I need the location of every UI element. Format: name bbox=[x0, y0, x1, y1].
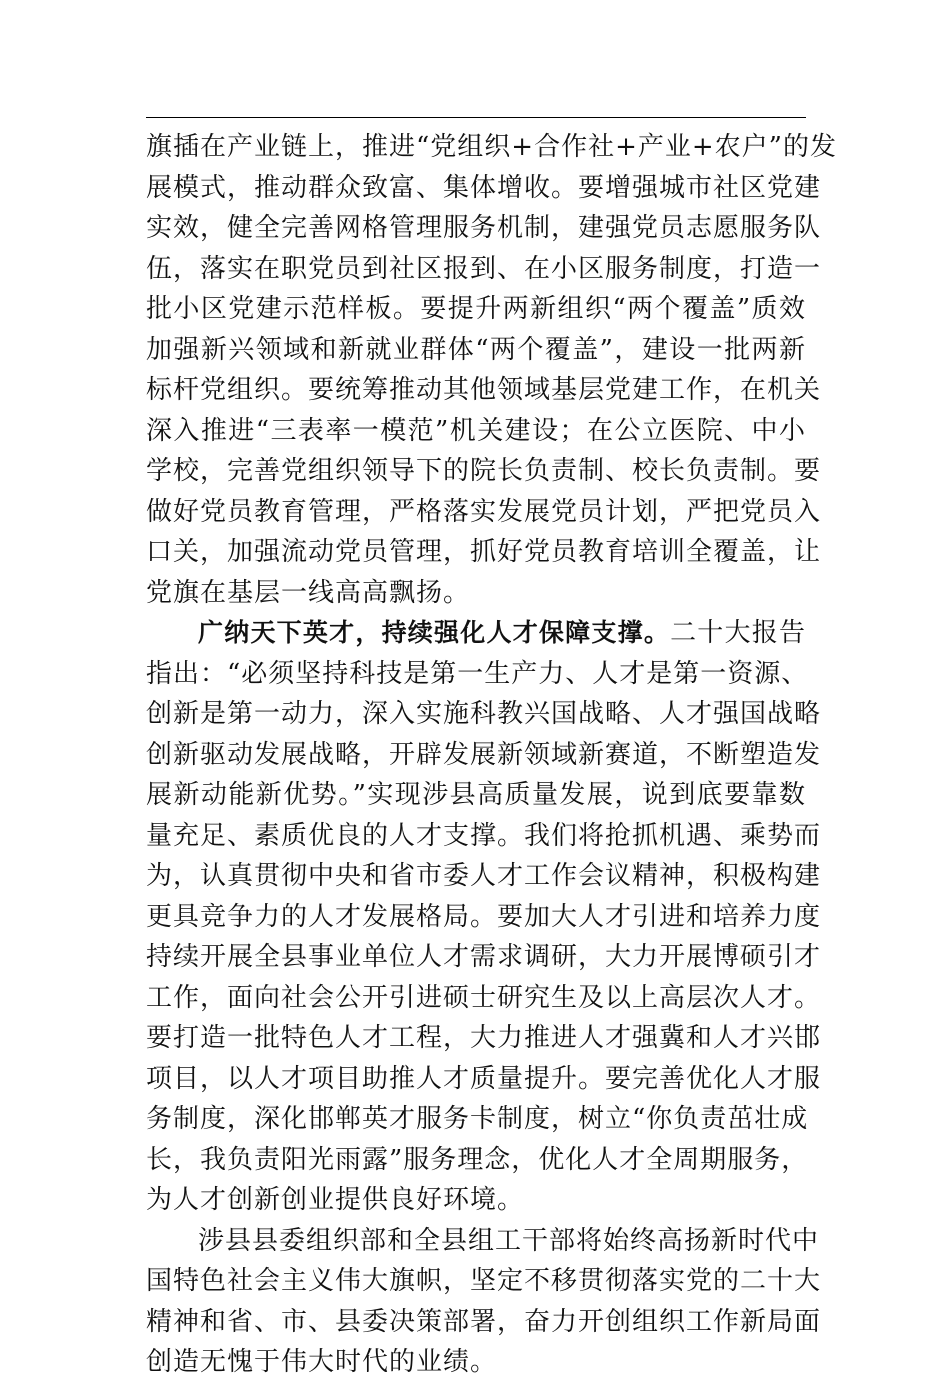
line-text: 为，认真贯彻中央和省市委人才工作会议精神，积极构建 bbox=[146, 861, 822, 891]
text-line bbox=[146, 127, 837, 168]
line-text: 指出：“必须坚持科技是第一生产力、人才是第一资源、 bbox=[146, 658, 809, 689]
line-text: 展新动能新优势。”实现涉县高质量发展，说到底要靠数 bbox=[146, 780, 806, 810]
text-line bbox=[146, 208, 822, 249]
line-text: 量充足、素质优良的人才支撑。我们将抢抓机遇、乘势而 bbox=[146, 820, 822, 851]
line-text: 加强新兴领域和新就业群体“两个覆盖”，建设一批两新 bbox=[146, 334, 806, 365]
text-line bbox=[146, 937, 822, 978]
text-line bbox=[146, 735, 822, 776]
text-line bbox=[146, 1221, 820, 1262]
line-text: 创新驱动发展战略，开辟发展新领域新赛道，不断塑造发 bbox=[146, 739, 822, 770]
line-text: 口关，加强流动党员管理，抓好党员教育培训全覆盖，让 bbox=[146, 537, 822, 567]
text-line bbox=[146, 816, 822, 857]
text-line bbox=[146, 573, 806, 614]
text-line bbox=[146, 411, 806, 452]
text-line bbox=[146, 1342, 806, 1383]
text-line bbox=[146, 1261, 822, 1302]
line-text: 学校，完善党组织领导下的院长负责制、校长负责制。要 bbox=[146, 456, 822, 486]
line-text: 务制度，深化邯郸英才服务卡制度，树立“你负责茁壮成 bbox=[146, 1104, 809, 1134]
text-line bbox=[146, 370, 822, 411]
text-line bbox=[146, 1099, 809, 1140]
text-line bbox=[146, 897, 822, 938]
line-text: 展模式，推动群众致富、集体增收。要增强城市社区党建 bbox=[146, 172, 822, 203]
line-text: 为人才创新创业提供良好环境。 bbox=[146, 1185, 525, 1215]
line-text: 深入推进“三表率一模范”机关建设；在公立医院、中小 bbox=[146, 415, 806, 446]
line-text: 长，我负责阳光雨露”服务理念，优化人才全周期服务， bbox=[146, 1144, 809, 1175]
text-line bbox=[146, 532, 822, 573]
text-line bbox=[146, 978, 822, 1019]
text-line bbox=[146, 330, 806, 371]
line-text: 国特色社会主义伟大旗帜，坚定不移贯彻落实党的二十大 bbox=[146, 1266, 822, 1296]
line-text: 做好党员教育管理，严格落实发展党员计划，严把党员入 bbox=[146, 496, 822, 527]
line-text: 旗插在产业链上，推进“党组织+合作社+产业+农户”的发 bbox=[146, 132, 837, 162]
line-text: 精神和省、市、县委决策部署，奋力开创组织工作新局面 bbox=[146, 1306, 822, 1337]
line-text: 批小区党建示范样板。要提升两新组织“两个覆盖”质效 bbox=[146, 294, 806, 324]
text-line bbox=[146, 1302, 822, 1343]
text-line bbox=[146, 249, 822, 290]
line-text: 工作，面向社会公开引进硕士研究生及以上高层次人才。 bbox=[146, 982, 822, 1013]
text-line bbox=[146, 1180, 806, 1221]
text-line bbox=[146, 1018, 822, 1059]
header-rule bbox=[146, 117, 806, 118]
line-text: 伍，落实在职党员到社区报到、在小区服务制度，打造一 bbox=[146, 253, 822, 284]
text-line bbox=[146, 168, 822, 209]
text-line bbox=[146, 613, 806, 654]
line-text: 二十大报告 bbox=[670, 618, 806, 648]
line-text: 实效，健全完善网格管理服务机制，建强党员志愿服务队 bbox=[146, 213, 822, 243]
line-text: 要打造一批特色人才工程，大力推进人才强冀和人才兴邯 bbox=[146, 1023, 822, 1053]
text-line bbox=[146, 1140, 809, 1181]
text-line bbox=[146, 694, 822, 735]
text-line bbox=[146, 451, 822, 492]
line-text: 项目，以人才项目助推人才质量提升。要完善优化人才服 bbox=[146, 1063, 822, 1094]
text-line bbox=[146, 1059, 822, 1100]
text-line bbox=[146, 775, 806, 816]
line-text: 持续开展全县事业单位人才需求调研，大力开展博硕引才 bbox=[146, 942, 822, 972]
document-body bbox=[146, 127, 837, 1383]
line-text: 标杆党组织。要统筹推动其他领域基层党建工作，在机关 bbox=[146, 375, 822, 405]
text-line bbox=[146, 856, 822, 897]
line-text: 更具竞争力的人才发展格局。要加大人才引进和培养力度 bbox=[146, 901, 822, 932]
text-line bbox=[146, 654, 809, 695]
text-line bbox=[146, 289, 806, 330]
line-text: 涉县县委组织部和全县组工干部将始终高扬新时代中 bbox=[198, 1225, 820, 1256]
text-line bbox=[146, 492, 822, 533]
line-text: 党旗在基层一线高高飘扬。 bbox=[146, 577, 471, 608]
line-text: 创新是第一动力，深入实施科教兴国战略、人才强国战略 bbox=[146, 699, 822, 729]
line-text: 创造无愧于伟大时代的业绩。 bbox=[146, 1347, 498, 1377]
section-lead: 广纳天下英才，持续强化人才保障支撑。 bbox=[198, 618, 671, 647]
